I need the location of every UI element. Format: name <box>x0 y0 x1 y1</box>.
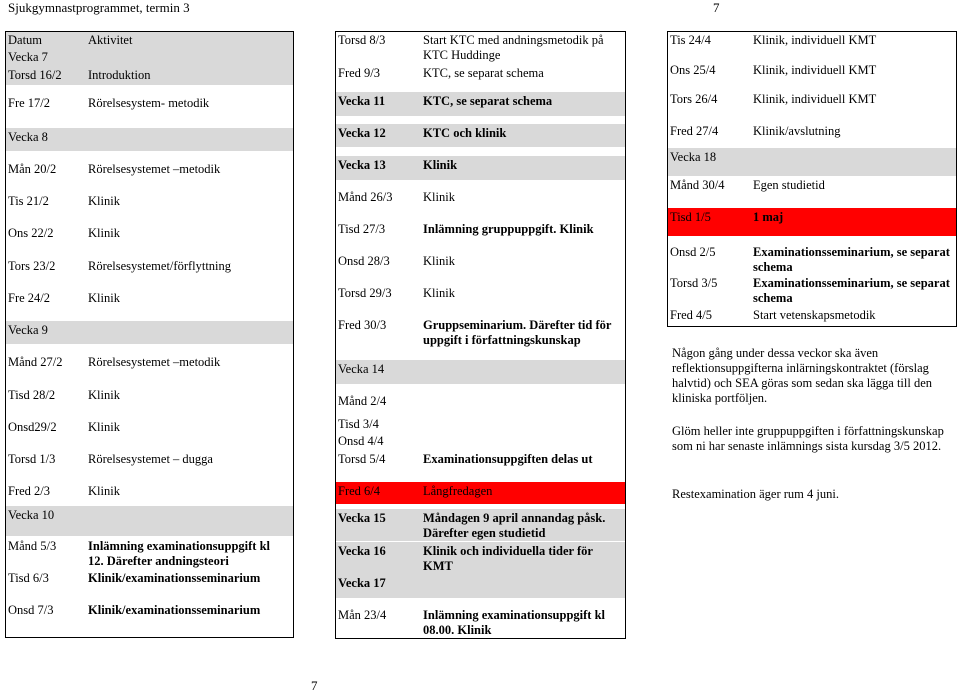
date-cell: Ons 25/4 <box>670 63 716 77</box>
activity-cell: 1 maj <box>753 210 784 224</box>
schedule-row <box>5 506 294 536</box>
date-cell: Torsd 29/3 <box>338 286 392 300</box>
date-cell: Vecka 18 <box>670 150 717 164</box>
schedule-row <box>335 360 626 384</box>
date-cell: Vecka 9 <box>8 323 48 337</box>
date-cell: Vecka 8 <box>8 130 48 144</box>
activity-cell: Klinik/avslutning <box>753 124 841 138</box>
activity-cell: Examinationsuppgiften delas ut <box>423 452 593 466</box>
activity-cell: Examinationsseminarium, se separat schema <box>753 245 950 274</box>
schedule-row <box>5 482 294 506</box>
note-text: Restexamination äger rum 4 juni. <box>672 487 839 501</box>
activity-cell: Klinik <box>88 420 120 434</box>
schedule-row <box>335 156 626 180</box>
activity-cell: Klinik, individuell KMT <box>753 92 877 106</box>
date-cell: Mån 23/4 <box>338 608 387 622</box>
table-border <box>335 31 336 639</box>
date-cell: Vecka 15 <box>338 511 386 525</box>
schedule-row <box>335 284 626 308</box>
date-cell: Torsd 16/2 <box>8 68 62 82</box>
date-cell: Tisd 1/5 <box>670 210 711 224</box>
activity-cell: Rörelsesystemet/förflyttning <box>88 259 232 273</box>
table-border <box>625 31 626 639</box>
schedule-table-2 <box>335 31 626 639</box>
date-cell: Vecka 16 <box>338 544 386 558</box>
date-cell: Onsd 4/4 <box>338 434 384 448</box>
schedule-row <box>5 160 294 184</box>
activity-cell: Inlämning gruppuppgift. Klinik <box>423 222 594 236</box>
table-border <box>5 31 6 638</box>
date-cell: Onsd 7/3 <box>8 603 54 617</box>
date-cell: Tisd 27/3 <box>338 222 386 236</box>
date-cell: Fre 24/2 <box>8 291 51 305</box>
date-cell: Vecka 11 <box>338 94 386 108</box>
date-cell: Månd 2/4 <box>338 394 387 408</box>
table-border <box>335 31 626 32</box>
table-border <box>5 637 294 638</box>
date-cell: Ons 22/2 <box>8 226 54 240</box>
schedule-row <box>5 386 294 409</box>
activity-cell: Inlämning examinationsuppgift kl 08.00. Klinik <box>423 608 605 637</box>
date-cell: Tisd 6/3 <box>8 571 49 585</box>
schedule-row <box>667 90 957 122</box>
activity-cell: KTC och klinik <box>423 126 507 140</box>
schedule-row <box>667 243 957 275</box>
activity-cell: Introduktion <box>88 68 151 82</box>
date-cell: Torsd 5/4 <box>338 452 386 466</box>
note-text: Någon gång under dessa veckor ska även reflektionsuppgifterna inlärningskontraktet (förslag halvtid) och SEA göras som sedan ska lägga till den kliniska portföljen. <box>672 346 933 405</box>
date-cell: Vecka 13 <box>338 158 386 172</box>
date-cell: Månd 27/2 <box>8 355 63 369</box>
date-cell: Tors 26/4 <box>670 92 718 106</box>
activity-cell: Måndagen 9 april annandag påsk. Därefter egen studietid <box>423 511 606 540</box>
date-cell: Fred 4/5 <box>670 308 713 322</box>
activity-cell: Klinik/examinationsseminarium <box>88 603 261 617</box>
table-border <box>5 31 294 32</box>
activity-cell: Inlämning examinationsuppgift kl 12. Därefter andningsteori <box>88 539 270 568</box>
schedule-row <box>5 94 294 117</box>
date-cell: Månd 30/4 <box>670 178 725 192</box>
activity-cell: Rörelsesystemet –metodik <box>88 162 221 176</box>
schedule-row <box>667 176 957 208</box>
activity-cell: Egen studietid <box>753 178 825 192</box>
note-reexam <box>672 487 958 502</box>
schedule-row <box>335 392 626 415</box>
schedule-row <box>5 128 294 151</box>
date-cell: Fre 17/2 <box>8 96 51 110</box>
table-border <box>667 326 957 327</box>
activity-cell: Klinik <box>88 484 120 498</box>
date-cell: Onsd 28/3 <box>338 254 390 268</box>
date-cell: Månd 5/3 <box>8 539 57 553</box>
note-reflection <box>672 346 958 406</box>
schedule-row <box>5 353 294 377</box>
schedule-row <box>335 64 626 84</box>
date-cell: Vecka 12 <box>338 126 386 140</box>
schedule-row <box>5 31 294 48</box>
schedule-row <box>5 48 294 66</box>
schedule-row <box>335 220 626 244</box>
schedule-row <box>5 321 294 344</box>
date-cell: Fred 2/3 <box>8 484 51 498</box>
date-cell: Tisd 28/2 <box>8 388 56 402</box>
schedule-row <box>5 569 294 601</box>
table-border <box>667 31 957 32</box>
note-group-assignment <box>672 424 958 454</box>
date-cell: Mån 20/2 <box>8 162 57 176</box>
schedule-row <box>335 542 626 574</box>
activity-cell: Klinik och individuella tider för KMT <box>423 544 593 573</box>
date-cell: Vecka 17 <box>338 576 386 590</box>
date-cell: Datum <box>8 33 43 47</box>
date-cell: Torsd 8/3 <box>338 33 386 47</box>
activity-cell: Rörelsesystemet – dugga <box>88 452 213 466</box>
date-cell: Tisd 3/4 <box>338 417 379 431</box>
activity-cell: Klinik <box>88 226 120 240</box>
activity-cell: Start KTC med andningsmetodik på KTC Huddinge <box>423 33 604 62</box>
date-cell: Onsd 2/5 <box>670 245 716 259</box>
activity-cell: Klinik <box>88 291 120 305</box>
schedule-row <box>335 188 626 211</box>
document-title: Sjukgymnastprogrammet, termin 3 <box>8 0 190 15</box>
date-cell: Fred 27/4 <box>670 124 719 138</box>
schedule-row <box>667 148 957 176</box>
schedule-row <box>335 92 626 116</box>
date-cell: Torsd 1/3 <box>8 452 56 466</box>
schedule-row <box>335 606 626 639</box>
date-cell: Onsd29/2 <box>8 420 57 434</box>
activity-cell: Klinik <box>88 194 120 208</box>
table-border <box>956 31 957 327</box>
schedule-row <box>335 31 626 64</box>
activity-cell: KTC, se separat schema <box>423 66 544 80</box>
schedule-row <box>335 450 626 474</box>
schedule-row <box>335 124 626 147</box>
date-cell: Tis 21/2 <box>8 194 49 208</box>
activity-cell: Klinik, individuell KMT <box>753 63 877 77</box>
schedule-row <box>335 509 626 541</box>
schedule-row <box>667 31 957 61</box>
date-cell: Fred 9/3 <box>338 66 381 80</box>
date-cell: Vecka 7 <box>8 50 48 64</box>
schedule-row <box>667 274 957 306</box>
activity-cell: Start vetenskapsmetodik <box>753 308 876 322</box>
schedule-row <box>5 537 294 573</box>
activity-cell: Examinationsseminarium, se separat schema <box>753 276 950 305</box>
date-cell: Vecka 10 <box>8 508 55 522</box>
schedule-row <box>5 192 294 215</box>
date-cell: Tors 23/2 <box>8 259 56 273</box>
schedule-row <box>5 257 294 280</box>
schedule-row <box>335 574 626 598</box>
table-border <box>293 31 294 638</box>
schedule-row <box>5 224 294 248</box>
activity-cell: Klinik <box>423 286 455 300</box>
date-cell: Fred 30/3 <box>338 318 387 332</box>
schedule-row <box>5 450 294 473</box>
activity-cell: KTC, se separat schema <box>423 94 553 108</box>
schedule-row <box>335 432 626 450</box>
date-cell: Torsd 3/5 <box>670 276 718 290</box>
activity-cell: Rörelsesystem- metodik <box>88 96 210 110</box>
schedule-table-3 <box>667 31 957 327</box>
activity-cell: Aktivitet <box>88 33 133 47</box>
footer-page-number: 7 <box>311 678 318 693</box>
schedule-row <box>5 66 294 85</box>
note-text: Glöm heller inte gruppuppgiften i författningskunskap som ni har senaste inlämnings sista kursdag 3/5 2012. <box>672 424 944 453</box>
activity-cell: Långfredagen <box>423 484 493 498</box>
activity-cell: Rörelsesystemet –metodik <box>88 355 221 369</box>
activity-cell: Klinik/examinationsseminarium <box>88 571 261 585</box>
schedule-row <box>335 252 626 275</box>
activity-cell: Klinik <box>423 158 458 172</box>
date-cell: Månd 26/3 <box>338 190 393 204</box>
activity-cell: Klinik <box>423 254 455 268</box>
activity-cell: Klinik <box>423 190 455 204</box>
schedule-row <box>335 316 626 352</box>
activity-cell: Klinik, individuell KMT <box>753 33 877 47</box>
schedule-row <box>5 289 294 313</box>
schedule-row <box>667 208 957 236</box>
date-cell: Tis 24/4 <box>670 33 711 47</box>
date-cell: Fred 6/4 <box>338 484 381 498</box>
activity-cell: Klinik <box>88 388 120 402</box>
activity-cell: Gruppseminarium. Därefter tid för uppgift i författningskunskap <box>423 318 612 347</box>
schedule-row <box>667 122 957 148</box>
date-cell: Vecka 14 <box>338 362 385 376</box>
table-border <box>667 31 668 327</box>
schedule-row <box>5 418 294 442</box>
schedule-row <box>667 306 957 327</box>
table-border <box>335 638 626 639</box>
schedule-row <box>667 61 957 90</box>
schedule-table-1 <box>5 31 294 638</box>
schedule-row <box>335 482 626 504</box>
header-page-number: 7 <box>713 0 720 15</box>
schedule-row <box>5 601 294 637</box>
